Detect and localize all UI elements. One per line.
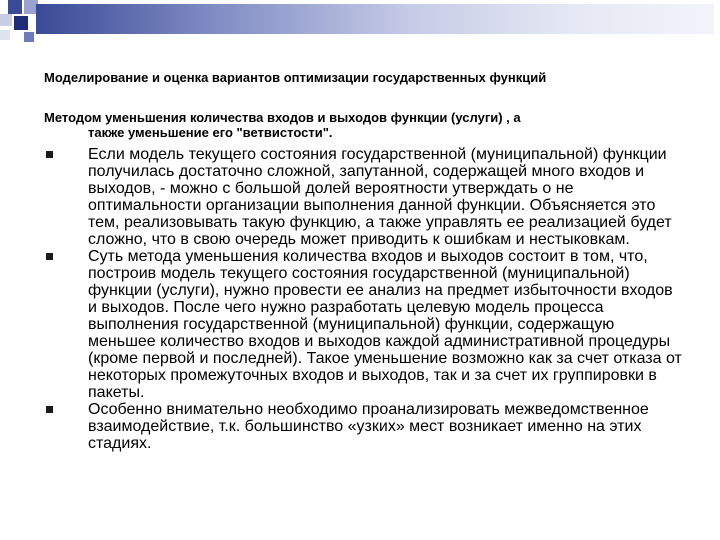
intro-line-1: Методом уменьшения количества входов и выходов функции (услуги) , а [44,110,521,125]
decor-square [0,14,12,26]
list-item [44,248,684,401]
decor-square [0,30,10,40]
bullet-text: Суть метода уменьшения количества входов и выходов состоит в том, что, построив модель текущего состояния государственной (муниципальной) функции (услуги), нужно провести ее анализ на предмет избыточности входов и выходов. После чего нужно разработать целевую модель процесса выполнения государственной (муниципальной) функции, содержащую меньшее количество входов и выходов каждой административной процедуры (кроме первой и последней). Такое уменьшение возможно как за счет отказа от некоторых промежуточных входов и выходов, так и за счет их группировки в пакеты. [88,248,682,401]
bullet-text: Если модель текущего состояния государственной (муниципальной) функции получилась достаточно сложной, запутанной, содержащей много входов и выходов, - можно с большой долей вероятности утверждать о не оптимальности организации выполнения данной функции. Объясняется это тем, реализовывать такую функцию, а также управлять ее реализацией будет сложно, что в свою очередь может приводить к ошибкам и нестыковкам. [88,146,672,248]
header-gradient-bar [36,4,714,34]
intro-line-2: также уменьшение его "ветвистости". [88,125,333,140]
intro-text [44,110,684,140]
decor-square [14,16,28,30]
bullet-text: Особенно внимательно необходимо проанализировать межведомственное взаимодействие, т.к. большинство «узких» мест возникает именно на этих стадиях. [88,401,649,452]
slide-title: Моделирование и оценка вариантов оптимизации государственных функций [44,70,547,85]
list-item [44,146,684,248]
decor-square [8,0,22,14]
square-bullet-icon [46,253,53,260]
list-item [44,401,684,452]
square-bullet-icon [46,406,53,413]
square-bullet-icon [46,151,53,158]
decor-square [24,32,34,42]
bullet-list [44,146,684,452]
